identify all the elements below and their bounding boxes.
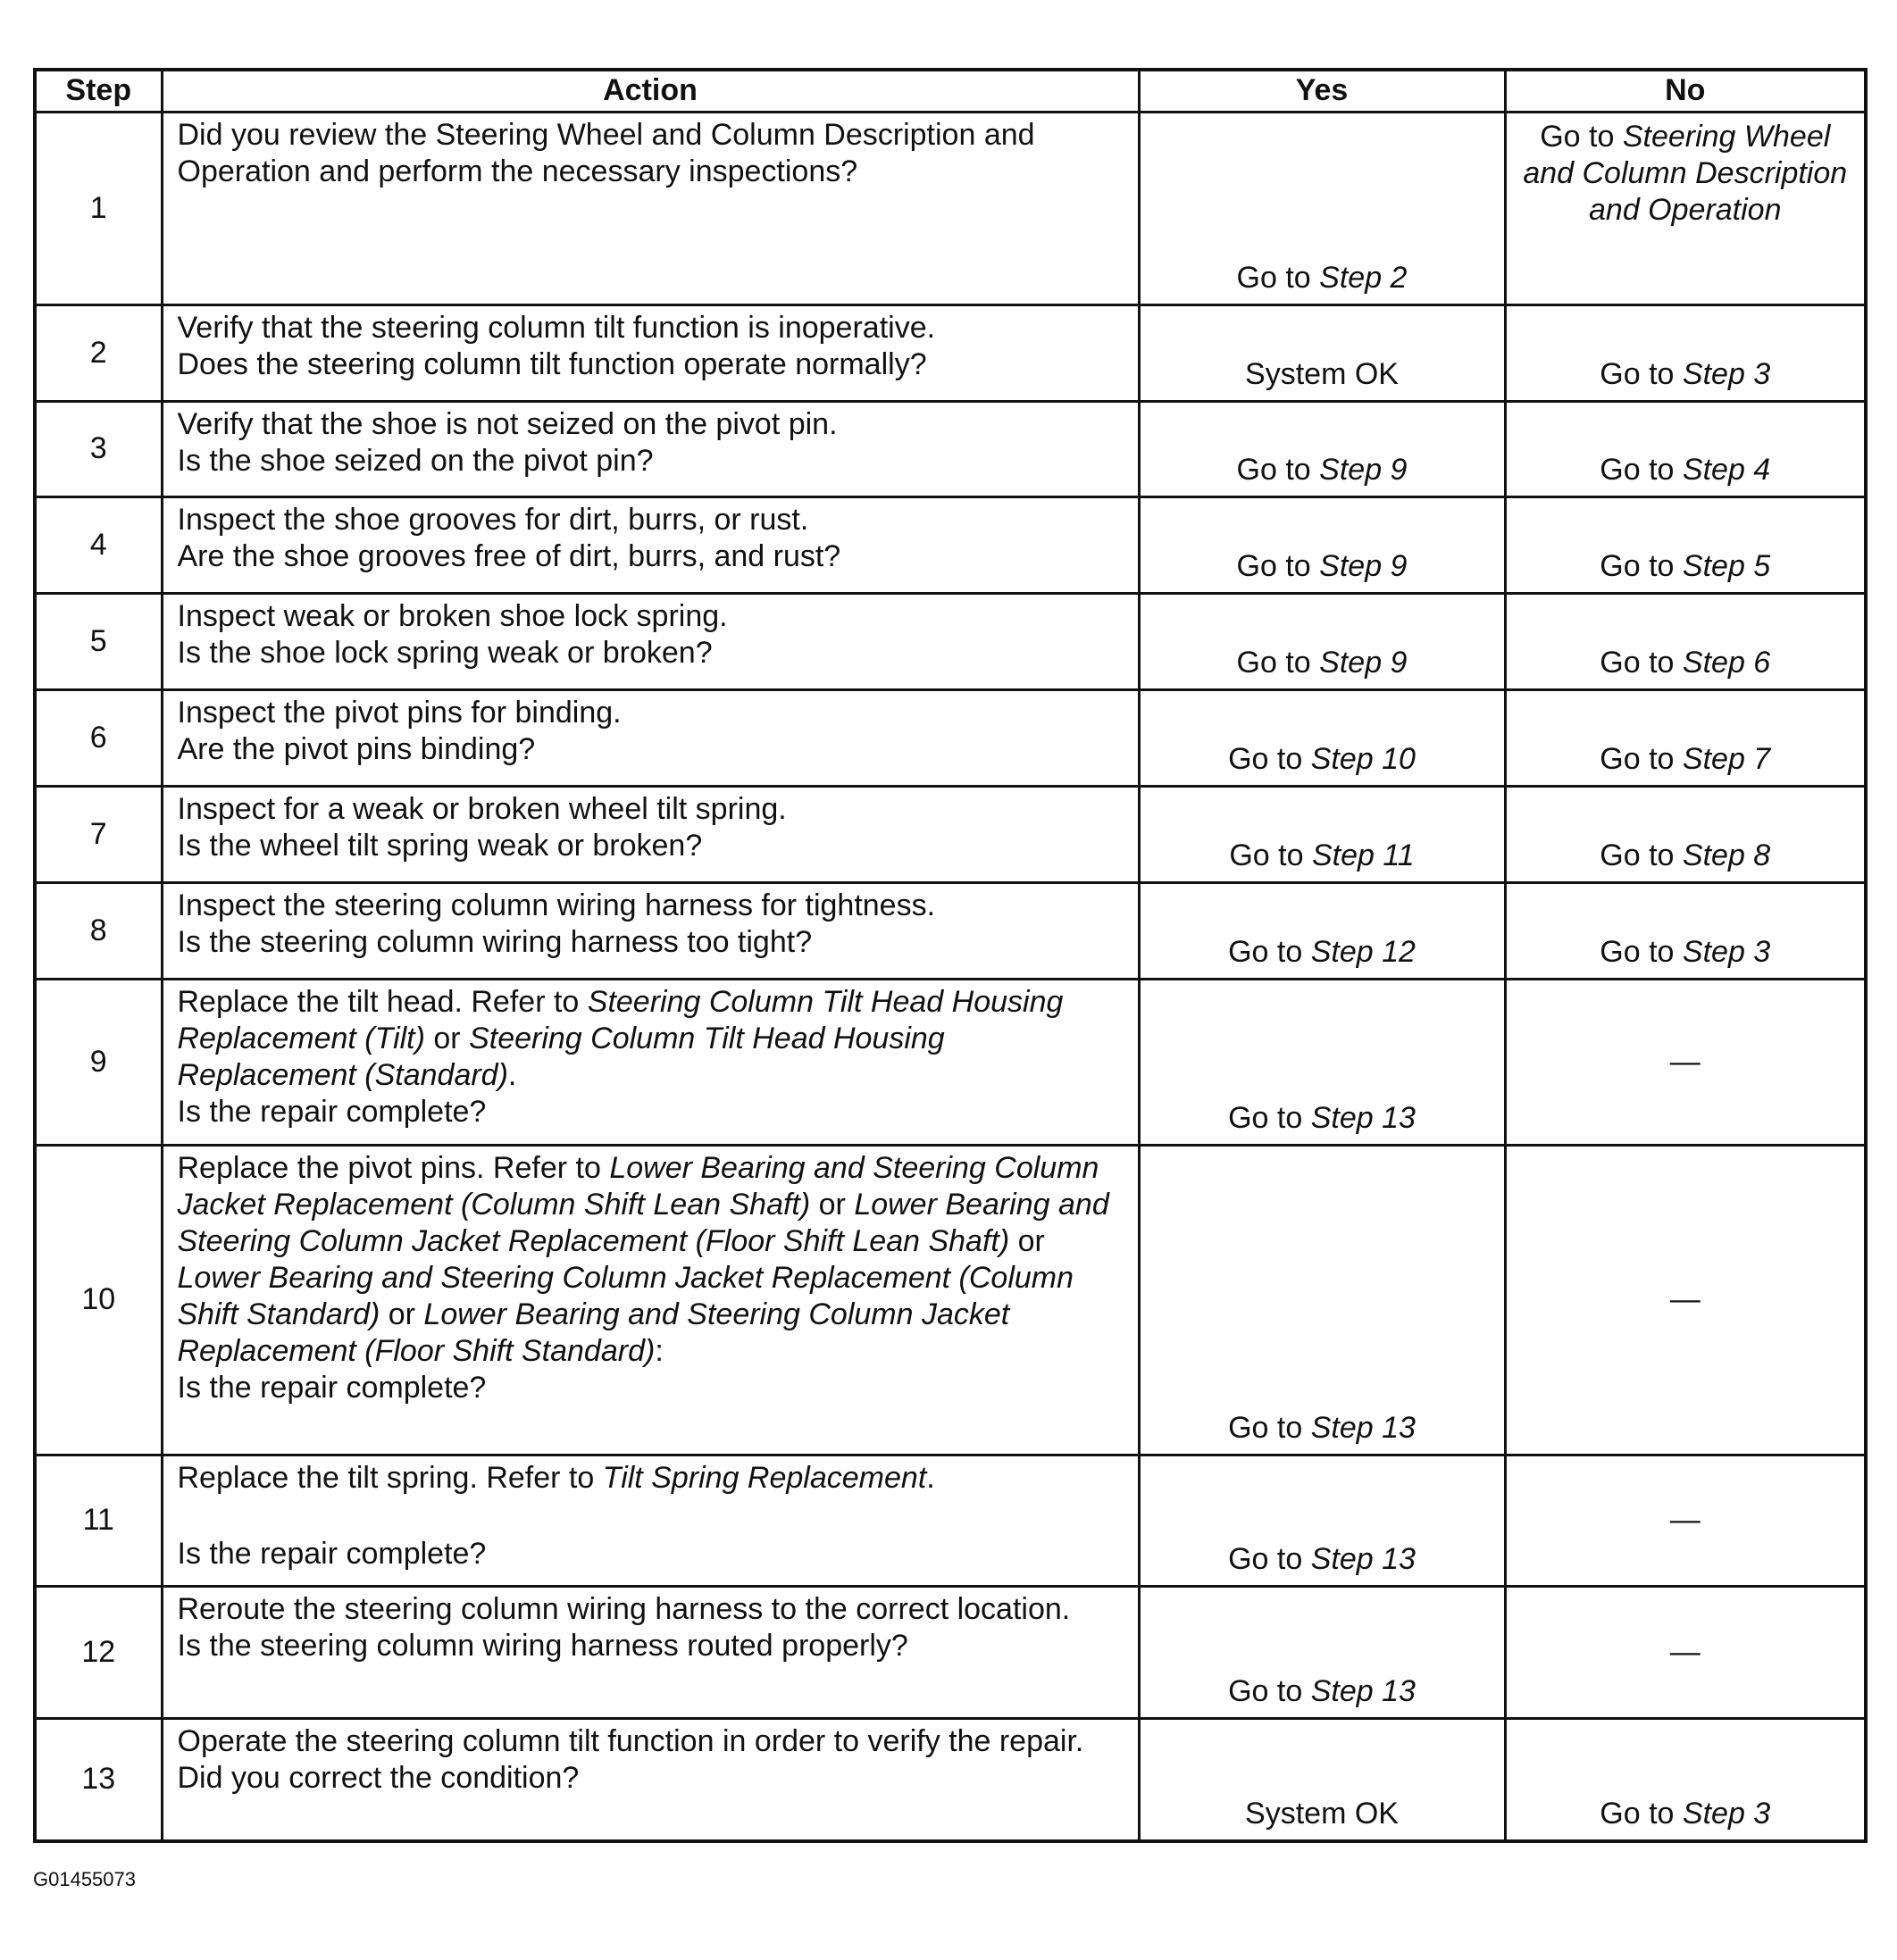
yes-result: [1139, 1455, 1505, 1586]
header-row: [35, 70, 1866, 112]
yes-step-reference: Step 9: [1319, 645, 1408, 680]
yes-result-text: System OK: [1245, 1797, 1399, 1831]
no-step-reference: Step 3: [1682, 356, 1771, 391]
reference-link: Lower Bearing and Steering Column Jacket Replacement (Floor Shift Standard): [177, 1297, 1010, 1368]
no-result: [1505, 1586, 1866, 1718]
no-step-reference: Step 7: [1682, 741, 1771, 776]
no-result: [1505, 401, 1866, 496]
action-text-part: .: [926, 1460, 935, 1495]
yes-result-text: Go to: [1228, 1673, 1303, 1708]
table-row: [35, 112, 1866, 304]
no-step-reference: Step 3: [1682, 1797, 1771, 1831]
step-number: 7: [35, 786, 162, 882]
yes-result-text: Go to: [1236, 452, 1311, 487]
no-result: [1505, 882, 1866, 979]
action-text-part: or: [380, 1297, 424, 1331]
action-cell: [162, 1586, 1139, 1718]
yes-result: [1139, 401, 1505, 496]
reference-link: Tilt Spring Replacement: [602, 1460, 927, 1495]
action-cell: [162, 1718, 1139, 1841]
action-cell: [162, 979, 1139, 1145]
action-cell: [162, 401, 1139, 496]
action-cell: [162, 304, 1139, 401]
step-number: 1: [35, 112, 162, 304]
action-cell: [162, 786, 1139, 882]
action-cell: [162, 882, 1139, 979]
no-result-text: Go to: [1540, 119, 1615, 154]
action-cell: [162, 1145, 1139, 1455]
step-number: 5: [35, 593, 162, 689]
action-question: Is the steering column wiring harness routed properly?: [177, 1628, 908, 1663]
step-number: 9: [35, 979, 162, 1145]
yes-result-text: Go to: [1236, 645, 1311, 680]
action-question: Does the steering column tilt function operate normally?: [177, 346, 927, 381]
action-text-part: Replace the pivot pins. Refer to: [177, 1150, 610, 1185]
yes-step-reference: Step 13: [1310, 1541, 1416, 1576]
step-number: 13: [35, 1718, 162, 1841]
action-text: [178, 1460, 1125, 1497]
yes-result-text: Go to: [1229, 838, 1304, 872]
action-text: Inspect the pivot pins for binding.: [177, 695, 622, 730]
no-step-reference: Steering Wheel and Column Description and Operation: [1523, 119, 1848, 227]
table-row: [35, 979, 1866, 1145]
reference-link: Lower Bearing and Steering Column Jacket Replacement (Column Shift Lean Shaft): [177, 1150, 1099, 1222]
no-result: [1505, 786, 1866, 882]
header-yes: Yes: [1139, 70, 1505, 112]
table-row: [35, 882, 1866, 979]
no-result-text: Go to: [1600, 356, 1675, 391]
action-cell: [162, 593, 1139, 689]
yes-result: [1139, 304, 1505, 401]
action-text-part: Replace the tilt spring. Refer to: [177, 1460, 603, 1495]
step-number: 11: [35, 1455, 162, 1586]
step-number: 12: [35, 1586, 162, 1718]
figure-code: G01455073: [33, 1868, 136, 1890]
yes-step-reference: Step 9: [1319, 452, 1408, 487]
table-row: [35, 496, 1866, 593]
no-result-text: —: [1669, 1503, 1701, 1537]
yes-result-text: System OK: [1245, 356, 1399, 391]
no-result: [1505, 689, 1866, 786]
action-question: Did you correct the condition?: [177, 1760, 580, 1795]
no-result-text: Go to: [1600, 645, 1675, 680]
step-number: 4: [35, 496, 162, 593]
yes-step-reference: Step 10: [1310, 741, 1416, 776]
no-result: [1505, 496, 1866, 593]
no-result: [1505, 304, 1866, 401]
action-cell: [162, 112, 1139, 304]
yes-result: [1139, 1586, 1505, 1718]
no-result-text: Go to: [1600, 452, 1675, 487]
no-result-text: Go to: [1600, 838, 1675, 872]
action-text: Inspect the shoe grooves for dirt, burrs, or rust.: [177, 502, 809, 537]
action-question: Is the steering column wiring harness too tight?: [177, 924, 813, 959]
action-question: Are the pivot pins binding?: [177, 731, 536, 766]
action-question: Is the repair complete?: [177, 1094, 487, 1129]
yes-result: [1139, 786, 1505, 882]
yes-result: [1139, 593, 1505, 689]
yes-step-reference: Step 11: [1311, 838, 1415, 872]
action-text: Operate the steering column tilt function in order to verify the repair.: [177, 1723, 1084, 1758]
yes-result-text: Go to: [1228, 1100, 1303, 1135]
table-row: [35, 689, 1866, 786]
reference-link: Steering Column Tilt Head Housing Replacement (Standard): [177, 1021, 945, 1092]
no-result-text: —: [1669, 1634, 1701, 1669]
action-text: Inspect weak or broken shoe lock spring.: [177, 598, 728, 633]
no-result: [1505, 1455, 1866, 1586]
no-step-reference: Step 8: [1682, 838, 1771, 872]
table-row: [35, 1455, 1866, 1586]
action-text-part: .: [507, 1057, 517, 1092]
reference-link: Steering Column Tilt Head Housing Replacement (Tilt): [177, 984, 1064, 1055]
diagnostic-table: [33, 68, 1868, 1843]
yes-result-text: Go to: [1236, 260, 1311, 295]
action-cell: [162, 689, 1139, 786]
table-row: [35, 401, 1866, 496]
action-text-part: or: [810, 1187, 855, 1222]
action-text: Verify that the steering column tilt function is inoperative.: [177, 310, 936, 345]
step-number: 6: [35, 689, 162, 786]
action-question: Is the shoe lock spring weak or broken?: [177, 635, 713, 670]
action-cell: [162, 1455, 1139, 1586]
table-row: [35, 304, 1866, 401]
yes-result: [1139, 1718, 1505, 1841]
no-result: [1505, 1718, 1866, 1841]
table-row: [35, 1586, 1866, 1718]
table-row: [35, 1718, 1866, 1841]
yes-result-text: Go to: [1228, 1541, 1303, 1576]
no-result-text: Go to: [1600, 1797, 1675, 1831]
action-text: Verify that the shoe is not seized on the pivot pin.: [177, 406, 838, 441]
yes-result: [1139, 496, 1505, 593]
yes-step-reference: Step 2: [1319, 260, 1408, 295]
yes-result-text: Go to: [1228, 1410, 1303, 1445]
action-cell: [162, 496, 1139, 593]
yes-result-text: Go to: [1228, 934, 1303, 969]
yes-result: [1139, 112, 1505, 304]
no-result: [1505, 1145, 1866, 1455]
yes-step-reference: Step 13: [1310, 1673, 1416, 1708]
action-text-part: Replace the tilt head. Refer to: [177, 984, 588, 1019]
no-result: [1505, 979, 1866, 1145]
header-no: No: [1505, 70, 1866, 112]
no-result: [1505, 112, 1866, 304]
yes-result-text: Go to: [1228, 741, 1303, 776]
no-step-reference: Step 6: [1682, 645, 1771, 680]
step-number: 8: [35, 882, 162, 979]
yes-step-reference: Step 9: [1319, 548, 1408, 583]
reference-link: Lower Bearing and Steering Column Jacket Replacement (Column Shift Standard): [177, 1260, 1074, 1331]
yes-result: [1139, 882, 1505, 979]
yes-result: [1139, 1145, 1505, 1455]
no-result-text: Go to: [1600, 934, 1675, 969]
action-text: [178, 984, 1125, 1094]
step-number: 10: [35, 1145, 162, 1455]
step-number: 2: [35, 304, 162, 401]
action-text-part: or: [1009, 1223, 1045, 1258]
step-number: 3: [35, 401, 162, 496]
no-step-reference: Step 4: [1682, 452, 1771, 487]
action-question: Is the repair complete?: [177, 1536, 487, 1571]
action-question: Is the repair complete?: [177, 1370, 487, 1405]
reference-link: Lower Bearing and Steering Column Jacket Replacement (Floor Shift Lean Shaft): [177, 1187, 1109, 1258]
yes-result: [1139, 689, 1505, 786]
header-step: Step: [35, 70, 162, 112]
no-step-reference: Step 3: [1682, 934, 1771, 969]
no-step-reference: Step 5: [1682, 548, 1771, 583]
action-text: Inspect the steering column wiring harness for tightness.: [177, 888, 936, 922]
action-text: [178, 1150, 1125, 1370]
no-result-text: —: [1669, 1282, 1701, 1316]
action-text: Reroute the steering column wiring harness to the correct location.: [177, 1591, 1071, 1626]
yes-step-reference: Step 12: [1310, 934, 1416, 969]
header-action: Action: [162, 70, 1139, 112]
no-result-text: Go to: [1600, 548, 1675, 583]
action-question: Is the shoe seized on the pivot pin?: [177, 443, 654, 478]
no-result: [1505, 593, 1866, 689]
action-question: Are the shoe grooves free of dirt, burrs, and rust?: [177, 538, 841, 573]
yes-step-reference: Step 13: [1310, 1410, 1416, 1445]
yes-result: [1139, 979, 1505, 1145]
table-row: [35, 786, 1866, 882]
action-text: Inspect for a weak or broken wheel tilt spring.: [177, 791, 787, 826]
table-row: [35, 1145, 1866, 1455]
table-body: [35, 112, 1866, 1841]
no-result-text: —: [1669, 1044, 1701, 1079]
no-result-text: Go to: [1600, 741, 1675, 776]
action-question: Is the wheel tilt spring weak or broken?: [177, 828, 703, 863]
action-text-part: :: [655, 1333, 664, 1368]
yes-step-reference: Step 13: [1310, 1100, 1416, 1135]
action-text: Did you review the Steering Wheel and Column Description and Operation and perform the necessary inspections?: [177, 117, 1035, 188]
table-row: [35, 593, 1866, 689]
yes-result-text: Go to: [1236, 548, 1311, 583]
action-text-part: or: [424, 1021, 470, 1055]
